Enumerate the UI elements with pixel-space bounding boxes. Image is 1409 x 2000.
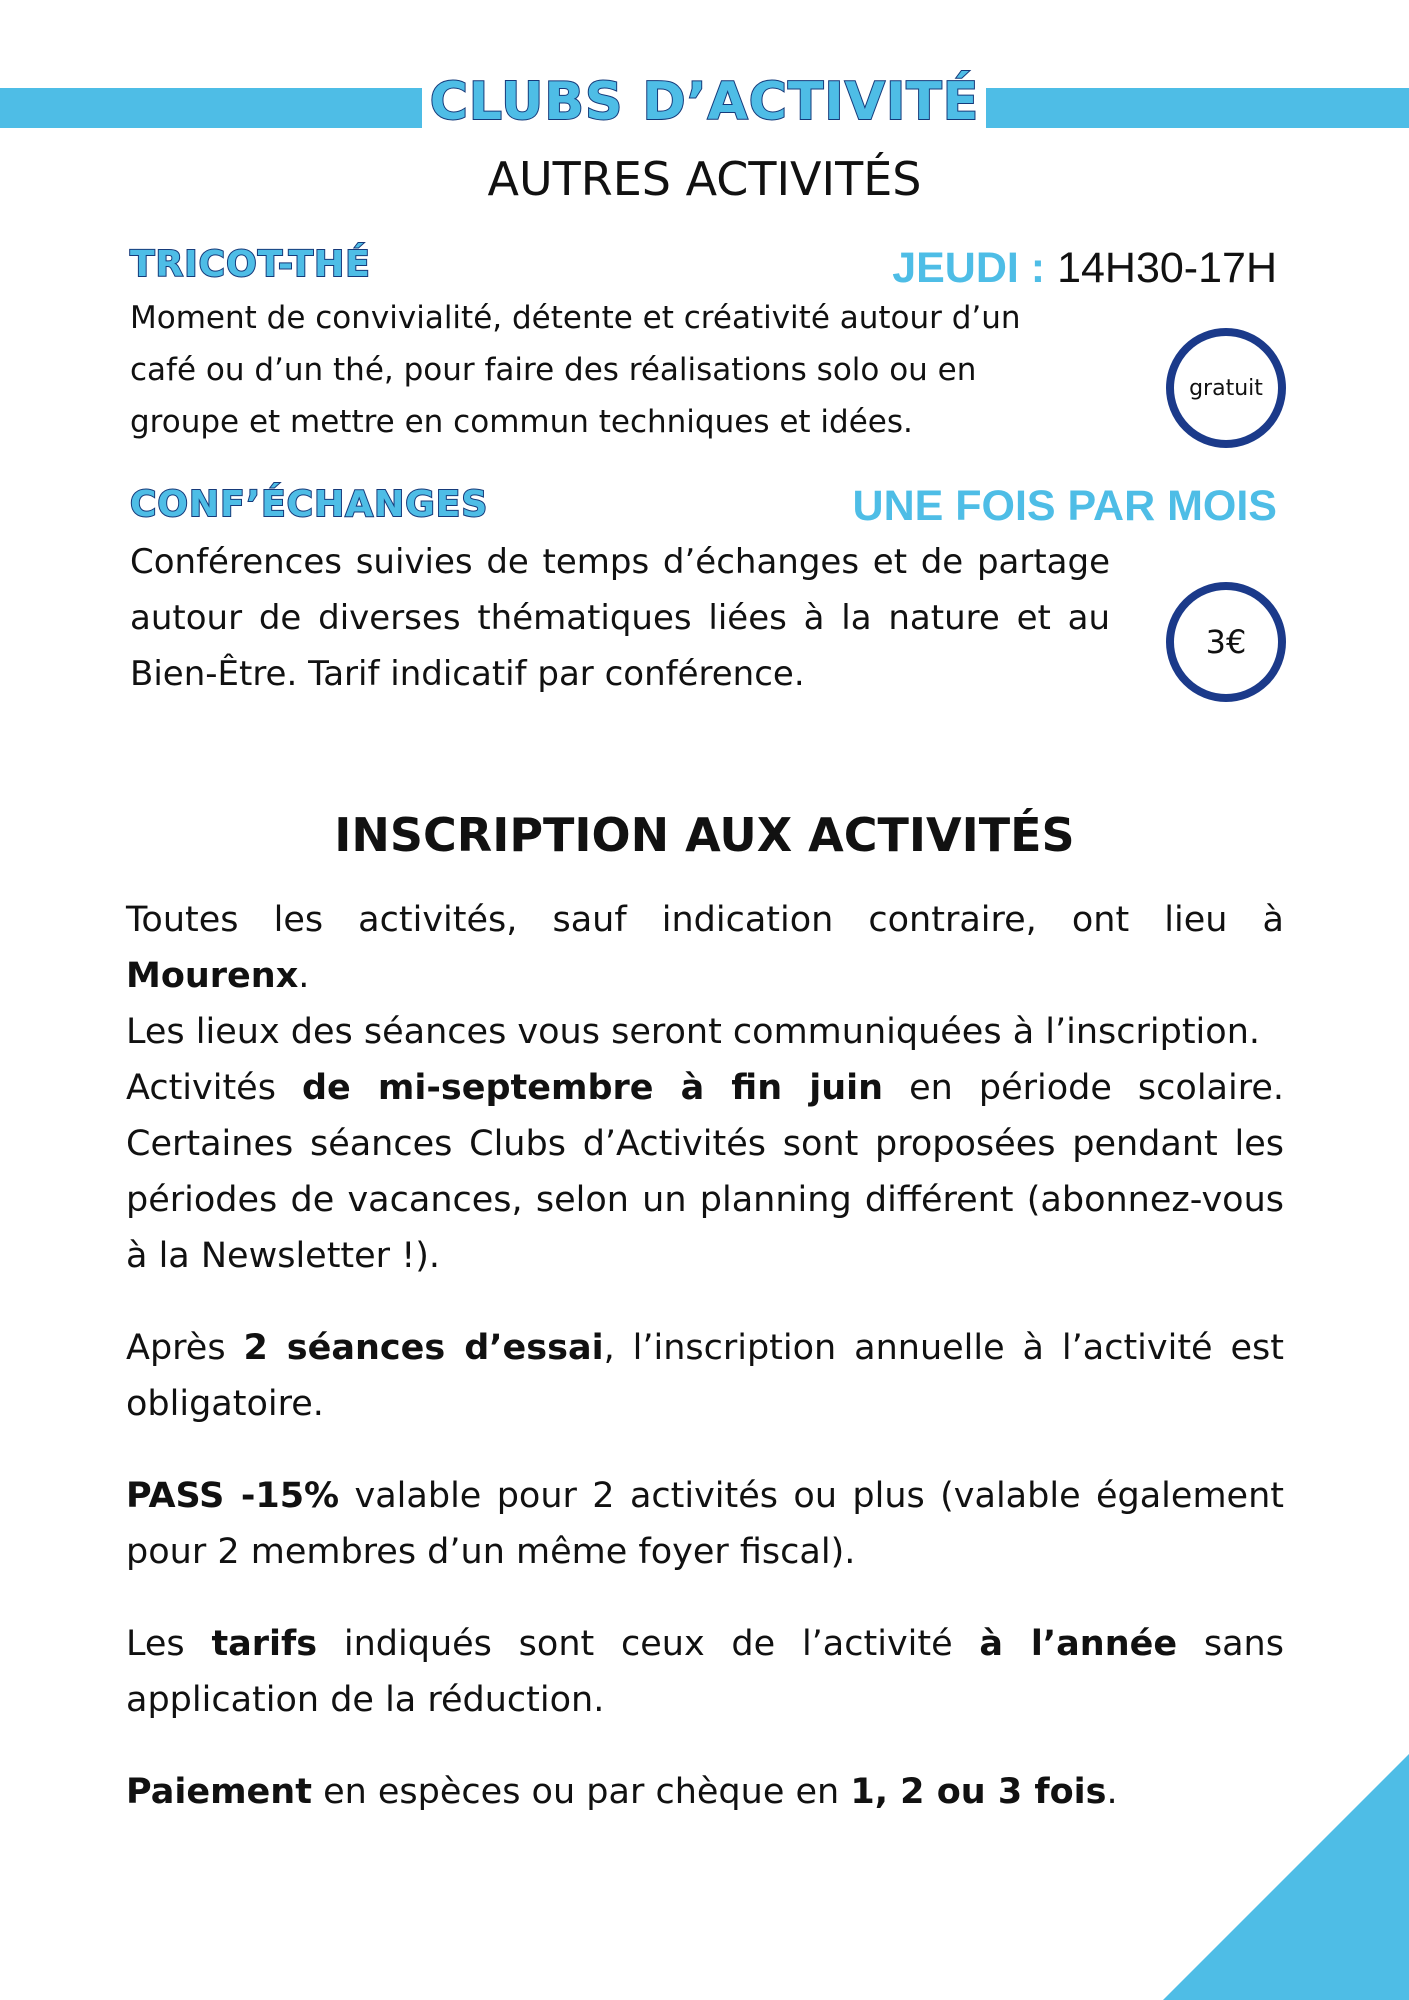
- text: en période scolaire. Certaines séances Clubs d’Activités sont proposées pendant les périodes de vacances, selon un planning différent (abonnez-vous à la Newsletter !).: [126, 1068, 1284, 1276]
- payment-highlight: Paiement: [126, 1772, 312, 1812]
- page-title: CLUBS D’ACTIVITÉ: [429, 72, 980, 132]
- price-text: 3€: [1205, 623, 1247, 661]
- text: Les lieux des séances vous seront communiquées à l’inscription.: [126, 1012, 1260, 1052]
- paragraph-pass: [126, 1468, 1284, 1580]
- tarifs-highlight: tarifs: [211, 1624, 318, 1664]
- location-name: Mourenx: [126, 956, 299, 996]
- text: .: [1106, 1772, 1118, 1812]
- installments-highlight: 1, 2 ou 3 fois: [850, 1772, 1107, 1812]
- page-subtitle: AUTRES ACTIVITÉS: [487, 152, 922, 206]
- paragraph-payment: [126, 1764, 1284, 1820]
- annual-highlight: à l’année: [979, 1624, 1178, 1664]
- text: , l’inscription annuelle à l’activité est obligatoire.: [126, 1328, 1284, 1424]
- schedule-label: JEUDI :: [892, 244, 1046, 292]
- price-badge-conf-echanges: [1166, 582, 1286, 702]
- description-tricot-the: Moment de convivialité, détente et créativité autour d’un café ou d’un thé, pour faire des réalisations solo ou en groupe et mettre en commun techniques et idées.: [130, 300, 1021, 440]
- text: Les: [126, 1624, 185, 1664]
- schedule-value: 14H30-17H: [1057, 244, 1277, 292]
- pass-highlight: PASS -15%: [126, 1476, 340, 1516]
- paragraph-tarifs: [126, 1616, 1284, 1728]
- paragraph-location: [126, 892, 1284, 1060]
- text: valable pour 2 activités ou plus (valable également pour 2 membres d’un même foyer fiscal).: [126, 1476, 1284, 1572]
- schedule-label: UNE FOIS PAR MOIS: [852, 482, 1277, 530]
- trial-highlight: 2 séances d’essai: [243, 1328, 604, 1368]
- text: Après: [126, 1328, 226, 1368]
- price-text: gratuit: [1189, 375, 1263, 401]
- paragraph-trial: [126, 1320, 1284, 1432]
- paragraph-period: [126, 1060, 1284, 1284]
- text: indiqués sont ceux de l’activité: [343, 1624, 953, 1664]
- text: sans application de la réduction.: [126, 1624, 1284, 1720]
- text: en espèces ou par chèque en: [323, 1772, 840, 1812]
- corner-triangle-decoration: [1163, 1754, 1409, 2000]
- price-badge-tricot-the: [1166, 328, 1286, 448]
- inscription-heading: INSCRIPTION AUX ACTIVITÉS: [334, 808, 1075, 862]
- schedule-tricot-the: [892, 244, 1277, 293]
- period-highlight: de mi-septembre à fin juin: [302, 1068, 884, 1108]
- section-title-tricot-the: TRICOT-THÉ: [130, 244, 371, 285]
- text: Toutes les activités, sauf indication contraire, ont lieu à: [126, 900, 1284, 940]
- description-conf-echanges: Conférences suivies de temps d’échanges et de partage autour de diverses thématiques liées à la nature et au Bien-Être. Tarif indicatif par conférence.: [130, 542, 1110, 694]
- text: Activités: [126, 1068, 276, 1108]
- schedule-conf-echanges: [853, 482, 1277, 531]
- section-title-conf-echanges: CONF’ÉCHANGES: [130, 484, 489, 525]
- text: .: [298, 956, 310, 996]
